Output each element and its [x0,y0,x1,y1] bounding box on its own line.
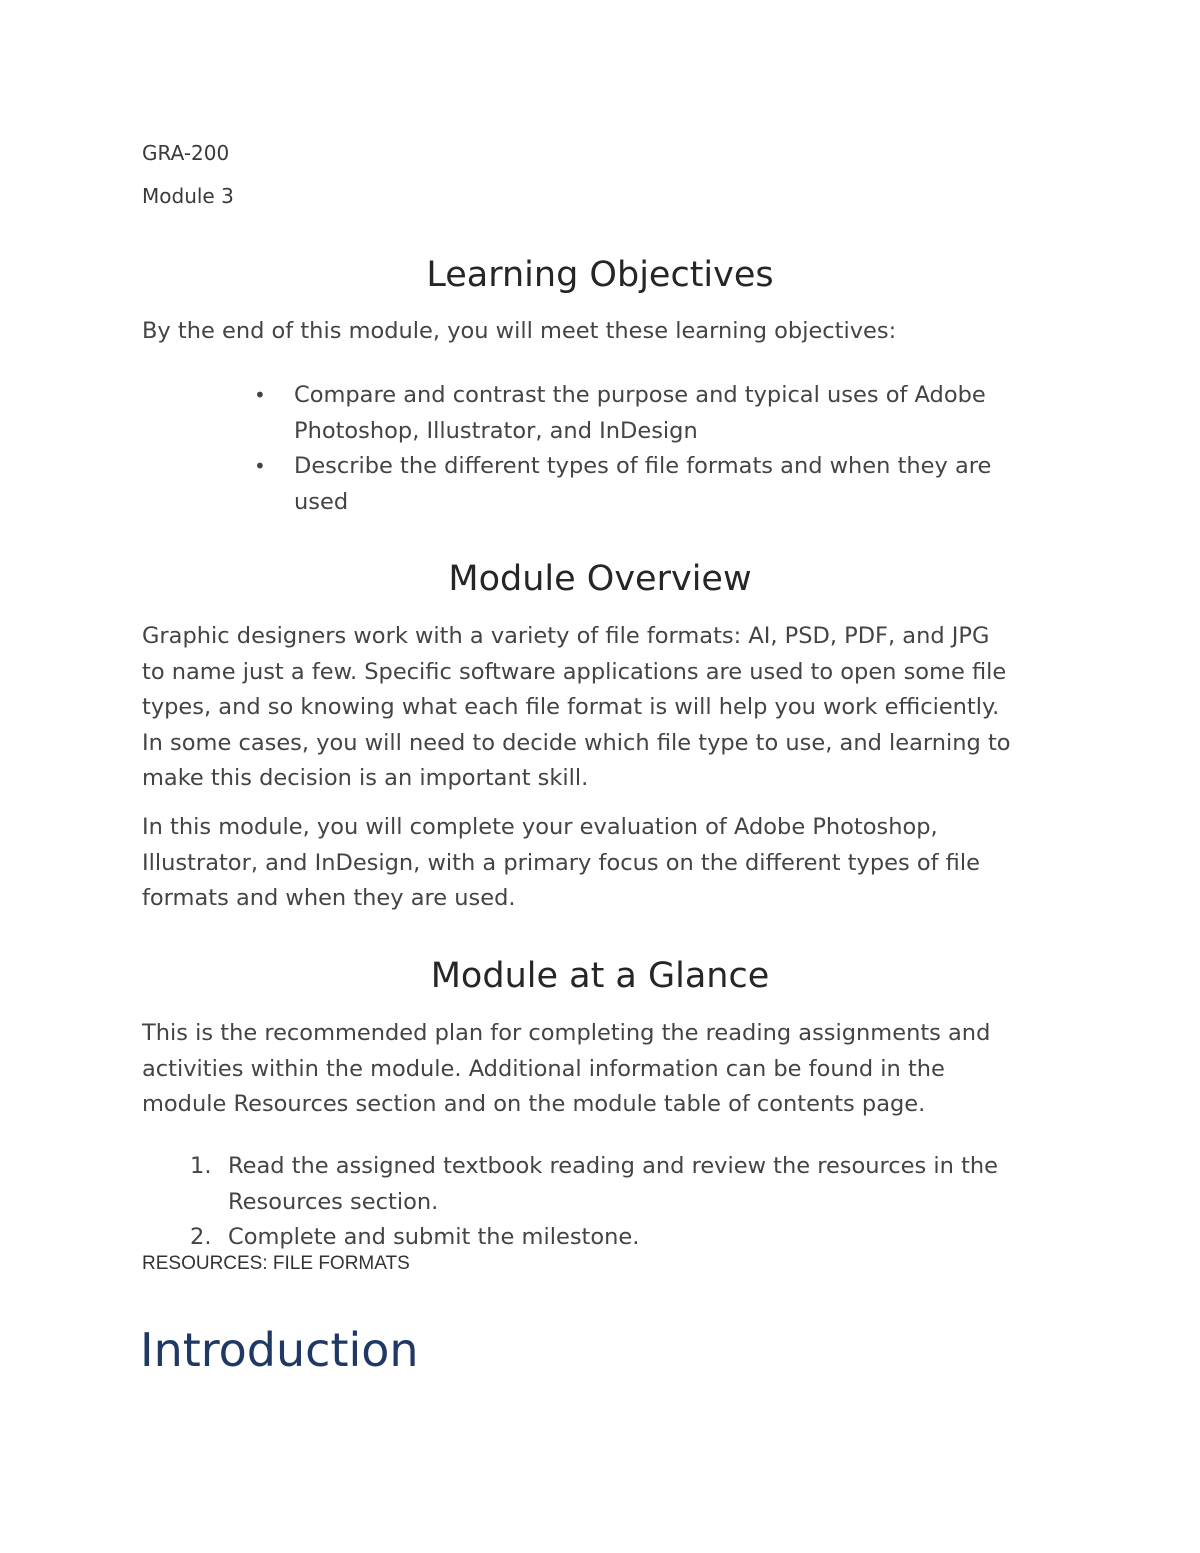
step-number: 1. [190,1153,212,1179]
objectives-intro: By the end of this module, you will meet these learning objectives: [142,318,897,344]
glance-intro: This is the recommended plan for completing the reading assignments and activities within the module. Additional information can be found in the module Resources section and on the module table of contents page. [142,1020,991,1117]
overview-paragraph-1: Graphic designers work with a variety of file formats: AI, PSD, PDF, and JPG to name just a few. Specific software applications are used to open some file types, and so knowing what each file format is will help you work efficiently. In some cases, you will need to decide which file type to use, and learning to make this decision is an important skill. [142,623,1011,791]
introduction-heading: Introduction [140,1323,419,1377]
overview-paragraph-2: In this module, you will complete your evaluation of Adobe Photoshop, Illustrator, and InDesign, with a primary focus on the different types of file formats and when they are used. [142,814,980,911]
module-number: Module 3 [142,184,234,208]
objectives-list [142,378,1062,520]
bullet-icon: • [254,454,266,478]
list-item: 1. Read the assigned textbook reading and review the resources in the Resources section. [142,1149,1062,1220]
list-item: • Compare and contrast the purpose and typical uses of Adobe Photoshop, Illustrator, and InDesign [142,378,1062,449]
module-overview-heading: Module Overview [448,559,752,599]
step-number: 2. [190,1224,212,1250]
learning-objectives-heading: Learning Objectives [426,255,774,295]
bullet-icon: • [254,383,266,407]
course-code: GRA-200 [142,141,230,165]
glance-steps-list [142,1149,1062,1256]
list-item: 2. Complete and submit the milestone. [142,1220,1062,1256]
module-at-a-glance-heading: Module at a Glance [430,956,770,996]
resources-label: RESOURCES: FILE FORMATS [142,1253,410,1274]
list-item: • Describe the different types of file formats and when they are used [142,449,1062,520]
